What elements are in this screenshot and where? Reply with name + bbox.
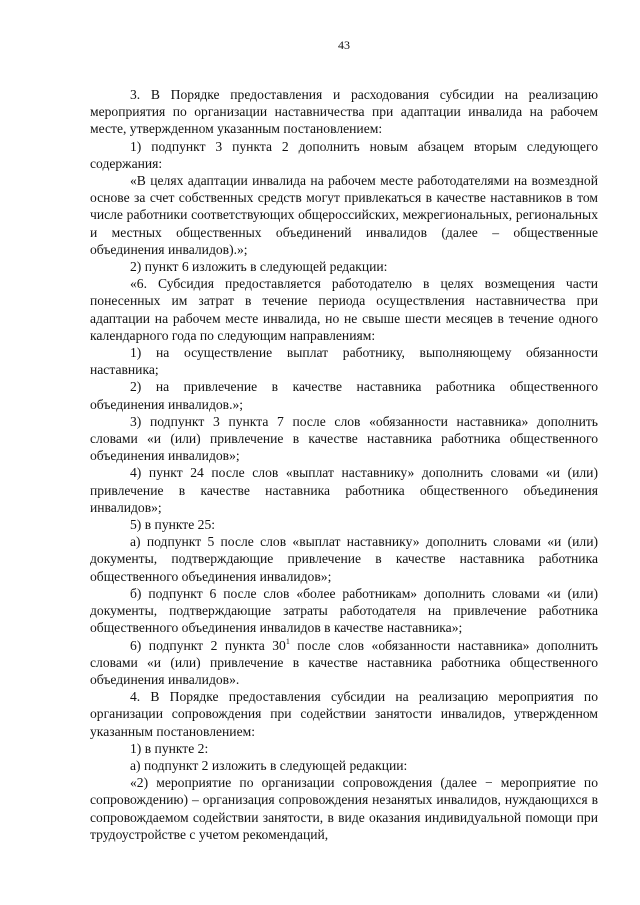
paragraph-item-6 — [90, 637, 598, 689]
paragraph-section-4-intro: 4. В Порядке предоставления субсидии на реализацию мероприятия по организации сопровождения при содействии занятости инвалидов, утвержденном указанным постановлением: — [90, 689, 598, 739]
paragraph-item-6-start: 6) подпункт 2 пункта 30 — [130, 637, 286, 653]
paragraph-quote-adaptation: «В целях адаптации инвалида на рабочем месте работодателями на возмездной основе за счет собственных средств могут привлекаться в качестве наставников в том числе работники соответствующих общероссийских, межрегиональных, региональных и местных общественных объединений инвалидов (далее – общественные объединения инвалидов).»; — [90, 173, 598, 257]
paragraph-item-6-rest: после слов «обязанности наставника» дополнить словами «и (или) привлечение в качестве наставника работника общественного объединения инвалидов». — [90, 637, 598, 687]
superscript-mark: 1 — [285, 636, 290, 646]
paragraph-item-4: 4) пункт 24 после слов «выплат наставнику» дополнить словами «и (или) привлечение в качестве наставника работника общественного объединения инвалидов»; — [90, 465, 598, 515]
paragraph-item-1: 1) подпункт 3 пункта 2 дополнить новым абзацем вторым следующего содержания: — [90, 138, 598, 171]
paragraph-item-2: 2) пункт 6 изложить в следующей редакции: — [130, 259, 388, 275]
paragraph-item-5b: б) подпункт 6 после слов «более работникам» дополнить словами «и (или) документы, подтверждающие затраты работодателя на привлечение работника общественного объединения инвалидов в качестве наставника»; — [90, 585, 598, 636]
paragraph-item-5a: а) подпункт 5 после слов «выплат наставнику» дополнить словами «и (или) документы, подтверждающие привлечение в качестве наставника работника общественного объединения инвалидов»; — [90, 534, 598, 584]
page-number: 43 — [338, 38, 350, 52]
paragraph-item-5: 5) в пункте 25: — [130, 517, 216, 533]
paragraph-s4-item-1a: а) подпункт 2 изложить в следующей редакции: — [130, 757, 408, 773]
paragraph-quote-support: «2) мероприятие по организации сопровождения (далее − мероприятие по сопровождению) – организация сопровождения незанятых инвалидов, нуждающихся в сопровождаемом содействии занятости, в виде оказания индивидуальной помощи при трудоустройстве с учетом рекомендаций, — [90, 775, 598, 842]
paragraph-direction-1: 1) на осуществление выплат работнику, выполняющему обязанности наставника; — [90, 345, 598, 378]
paragraph-section-3-intro: 3. В Порядке предоставления и расходования субсидии на реализацию мероприятия по организации наставничества при адаптации инвалида на рабочем месте, утвержденном указанным постановлением: — [90, 87, 598, 137]
paragraph-quote-subsidy: «6. Субсидия предоставляется работодателю в целях возмещения части понесенных им затрат в течение периода осуществления наставничества при адаптации на рабочем месте инвалида, но не свыше шести месяцев в течение одного календарного года по следующим направлениям: — [90, 276, 598, 343]
paragraph-direction-2: 2) на привлечение в качестве наставника работника общественного объединения инвалидов.»; — [90, 379, 598, 412]
paragraph-item-3: 3) подпункт 3 пункта 7 после слов «обязанности наставника» дополнить словами «и (или) привлечение в качестве наставника работника общественного объединения инвалидов»; — [90, 413, 598, 464]
paragraph-s4-item-1: 1) в пункте 2: — [130, 740, 209, 756]
